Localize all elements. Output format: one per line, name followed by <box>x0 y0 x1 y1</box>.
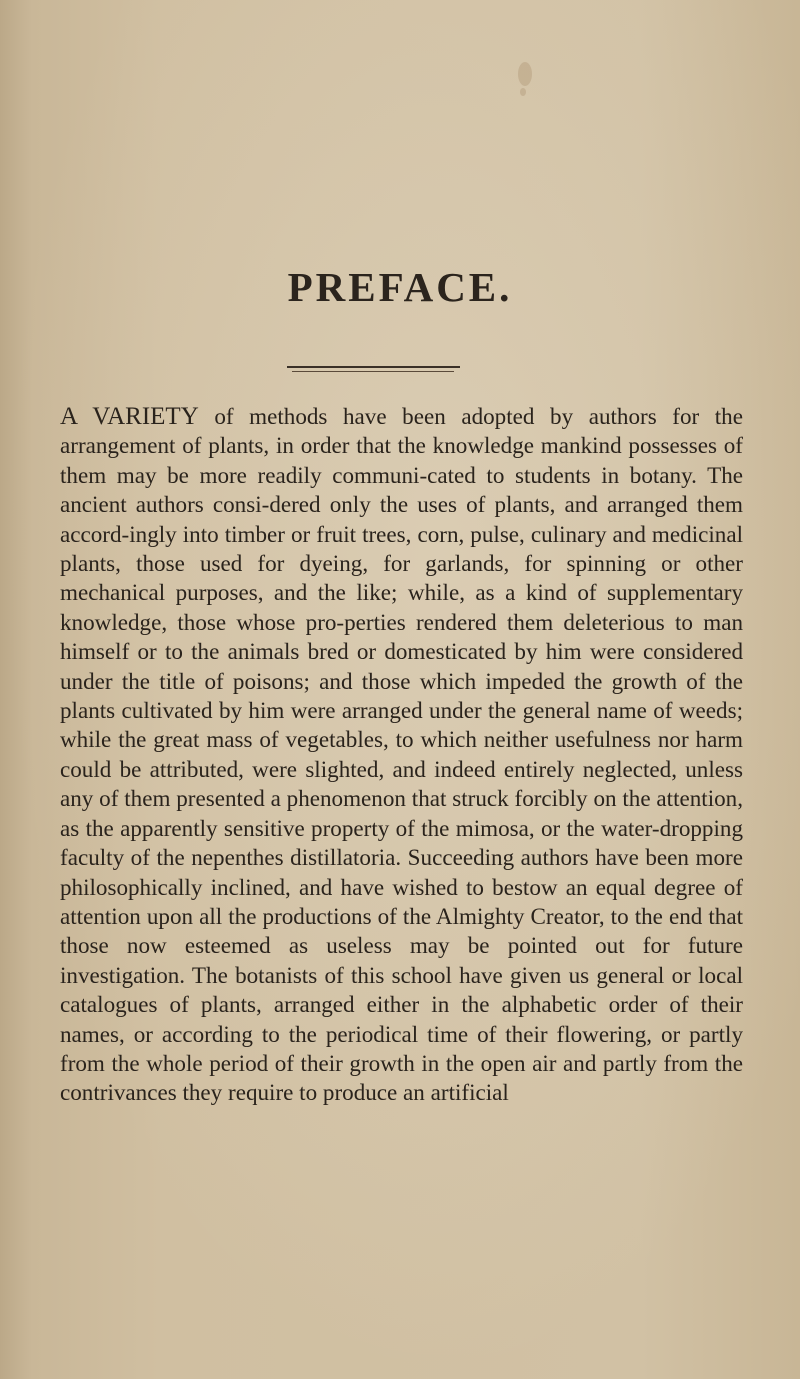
paper-stain <box>520 88 526 96</box>
preface-paragraph <box>60 402 743 1108</box>
title-divider-thin <box>292 371 454 372</box>
title-divider <box>287 366 460 368</box>
opening-words: A VARIETY <box>60 403 199 430</box>
page-title: PREFACE. <box>287 264 513 310</box>
preface-body-text: of methods have been adopted by authors for the arrangement of plants, in order that the knowledge mankind possesses of them may be more readily communi-cated to students in botany. The ancient authors consi-dered only the uses of plants, and arranged them accord-ingly into timber or fruit trees, corn, pulse, culinary and medicinal plants, those used for dyeing, for garlands, for spinning or other mechanical purposes, and the like; while, as a kind of supplementary knowledge, those whose pro-perties rendered them deleterious to man himself or to the animals bred or domesticated by him were considered under the title of poisons; and those which impeded the growth of the plants cultivated by him were arranged under the general name of weeds; while the great mass of vegetables, to which neither usefulness nor harm could be attributed, were slighted, and indeed entirely neglected, unless any of them presented a phenomenon that struck forcibly on the attention, as the apparently sensitive property of the mimosa, or the water-dropping faculty of the nepenthes distillatoria. Succeeding authors have been more philosophically inclined, and have wished to bestow an equal degree of attention upon all the productions of the Almighty Creator, to the end that those now esteemed as useless may be pointed out for future investigation. The botanists of this school have given us general or local catalogues of plants, arranged either in the alphabetic order of their names, or according to the periodical time of their flowering, or partly from the whole period of their growth in the open air and partly from the contrivances they require to produce an artificial <box>60 403 743 1106</box>
paper-stain <box>518 62 532 86</box>
